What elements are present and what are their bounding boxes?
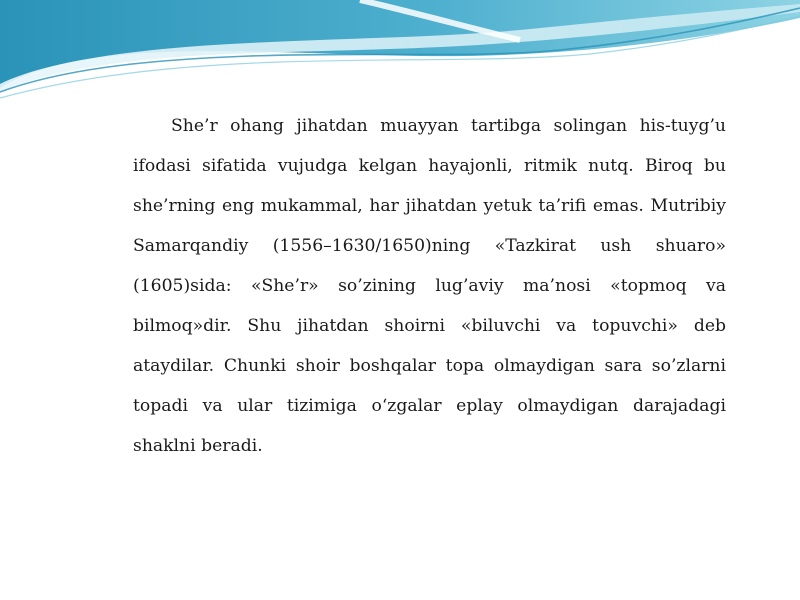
body-paragraph: She’r ohang jihatdan muayyan tartibga solingan his-tuyg’u ifodasi sifatida vujudga kelgan hayajonli, ritmik nutq. Biroq bu she’rning eng mukammal, har jihatdan yetuk ta’rifi emas. Mutribiy Samarqandiy (1556–1630/1650)ning «Tazkirat ush shuaro» (1605)sida: «She’r» so’zining lug’aviy ma’nosi «topmoq va bilmoq»dir. Shu jihatdan shoirni «biluvchi va topuvchi» deb ataydilar. Chunki shoir boshqalar topa olmaydigan sara so’zlarni topadi va ular tizimiga o‘zgalar eplay olmaydigan darajadagi shaklni beradi. — [133, 116, 726, 456]
header-wave-decoration — [0, 0, 800, 110]
